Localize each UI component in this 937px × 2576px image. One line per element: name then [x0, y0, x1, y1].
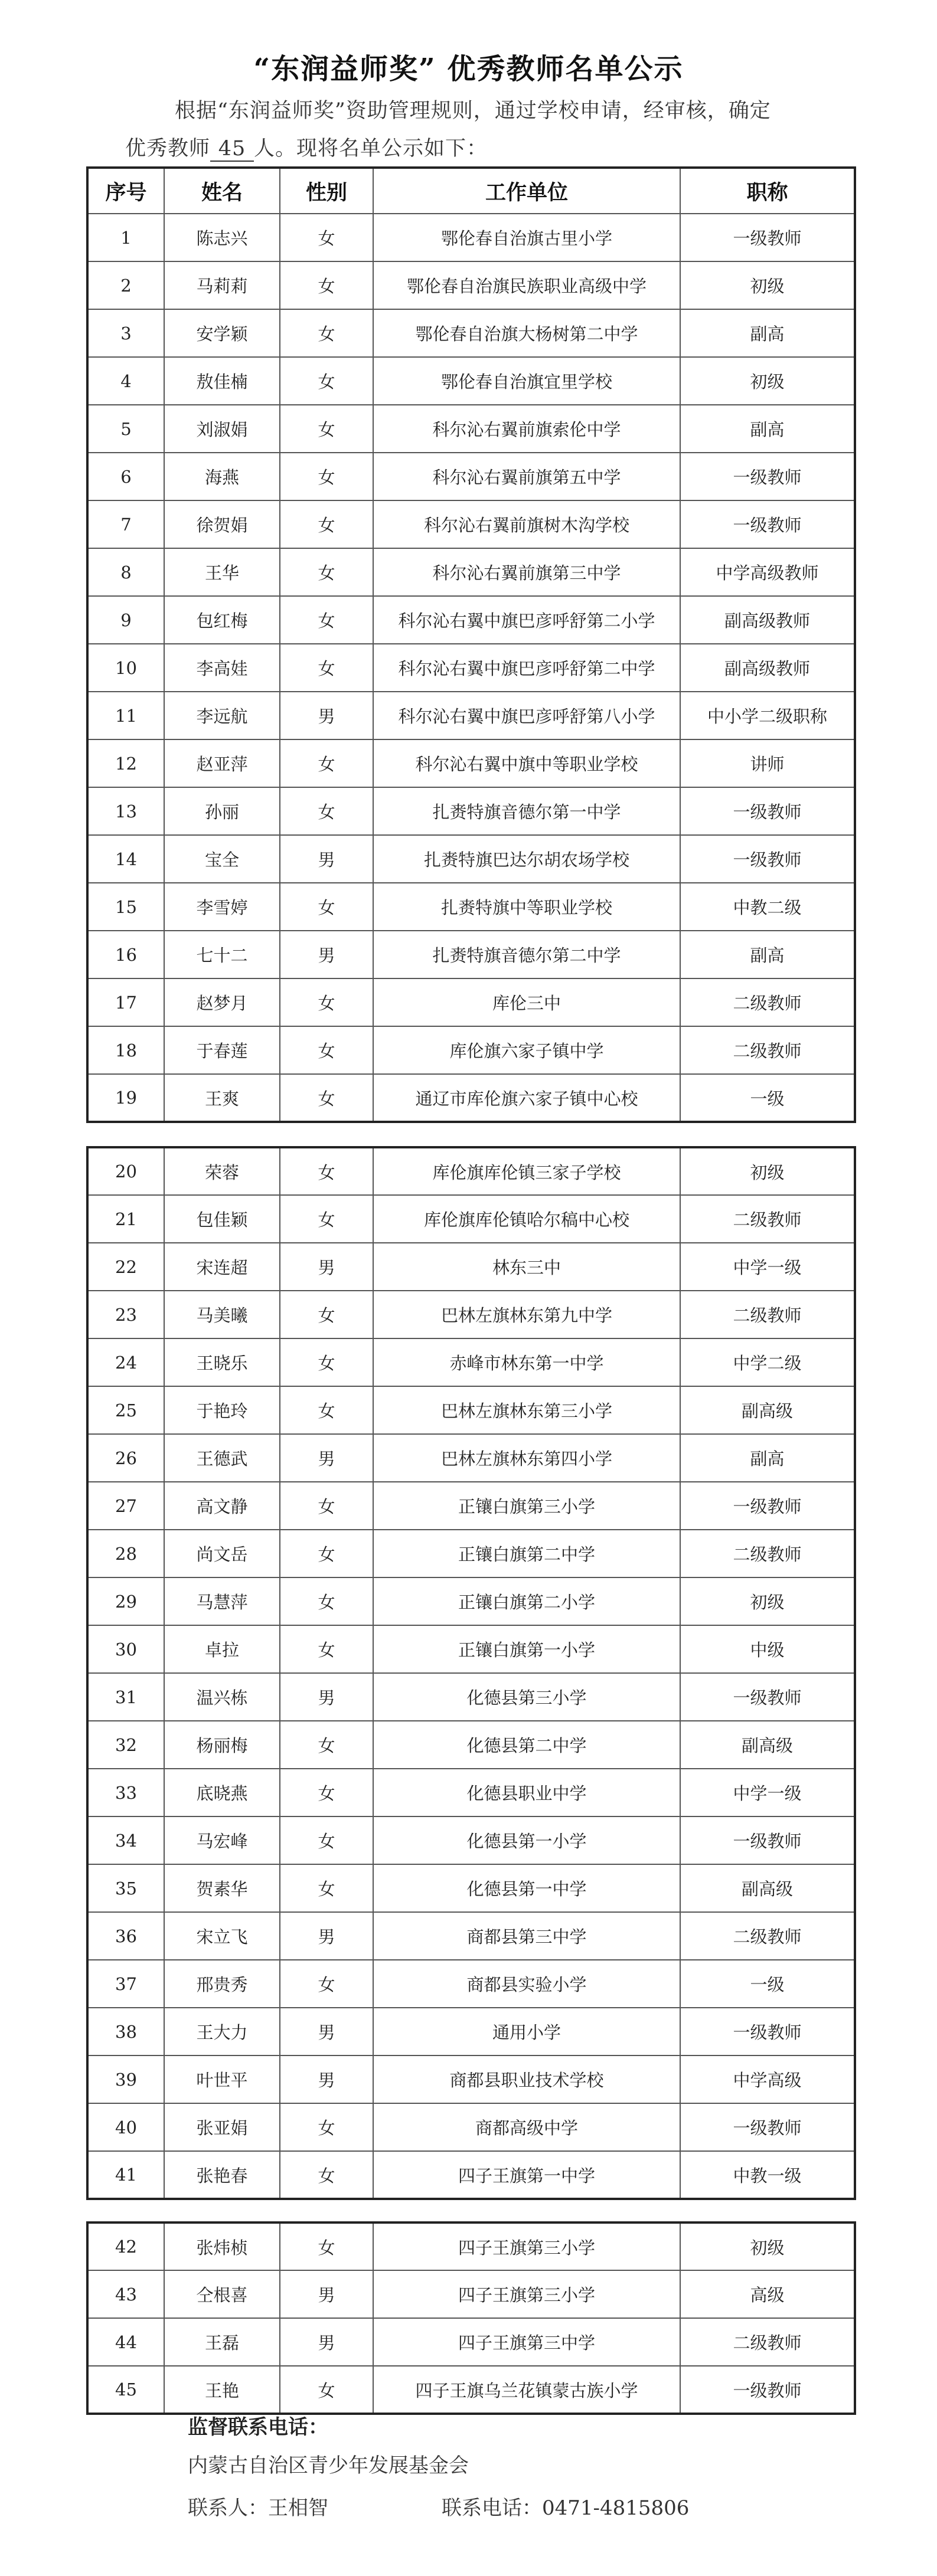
cell-seq: 24 [87, 1338, 164, 1386]
intro-line-2 [125, 132, 488, 162]
cell-workplace: 库伦旗库伦镇三家子学校 [373, 1147, 680, 1195]
cell-workplace: 商都县实验小学 [373, 1960, 680, 2008]
cell-gender: 女 [280, 405, 373, 453]
table-row [87, 1338, 855, 1386]
cell-name: 张亚娟 [164, 2103, 280, 2151]
cell-seq: 29 [87, 1577, 164, 1625]
cell-gender: 女 [280, 2103, 373, 2151]
cell-seq: 26 [87, 1434, 164, 1482]
cell-name: 李雪婷 [164, 883, 280, 931]
cell-seq: 2 [87, 261, 164, 309]
teacher-table-2 [86, 1146, 856, 2200]
cell-workplace: 鄂伦春自治旗民族职业高级中学 [373, 261, 680, 309]
table-row [87, 1912, 855, 1960]
cell-title: 初级 [680, 2223, 855, 2270]
cell-workplace: 库伦旗六家子镇中学 [373, 1026, 680, 1074]
cell-workplace: 商都县职业技术学校 [373, 2055, 680, 2103]
cell-title: 一级教师 [680, 835, 855, 883]
cell-seq: 23 [87, 1291, 164, 1338]
table-row [87, 644, 855, 692]
table-row [87, 1625, 855, 1673]
cell-title: 中学高级 [680, 2055, 855, 2103]
cell-seq: 39 [87, 2055, 164, 2103]
cell-seq: 20 [87, 1147, 164, 1195]
teacher-table-1 [86, 166, 856, 1123]
cell-gender: 男 [280, 692, 373, 739]
cell-seq: 41 [87, 2151, 164, 2199]
cell-title: 初级 [680, 261, 855, 309]
cell-seq: 35 [87, 1864, 164, 1912]
cell-title: 一级教师 [680, 500, 855, 548]
table-row [87, 2055, 855, 2103]
table-row [87, 692, 855, 739]
cell-workplace: 库伦旗库伦镇哈尔稿中心校 [373, 1195, 680, 1243]
table-row [87, 1291, 855, 1338]
cell-name: 王华 [164, 548, 280, 596]
cell-title: 副高级 [680, 1864, 855, 1912]
table-row [87, 1434, 855, 1482]
table-row [87, 739, 855, 787]
table-row [87, 2151, 855, 2199]
cell-name: 包红梅 [164, 596, 280, 644]
table-row [87, 1960, 855, 2008]
cell-seq: 5 [87, 405, 164, 453]
cell-gender: 女 [280, 1074, 373, 1122]
column-header-name: 姓名 [164, 168, 280, 214]
cell-workplace: 通用小学 [373, 2008, 680, 2055]
table-row [87, 835, 855, 883]
cell-gender: 女 [280, 2223, 373, 2270]
cell-workplace: 林东三中 [373, 1243, 680, 1291]
cell-seq: 22 [87, 1243, 164, 1291]
cell-name: 王德武 [164, 1434, 280, 1482]
table-row [87, 357, 855, 405]
cell-seq: 13 [87, 787, 164, 835]
cell-title: 二级教师 [680, 1912, 855, 1960]
cell-workplace: 库伦三中 [373, 978, 680, 1026]
cell-workplace: 四子王旗第三小学 [373, 2270, 680, 2318]
cell-title: 中学高级教师 [680, 548, 855, 596]
cell-gender: 女 [280, 1530, 373, 1577]
cell-workplace: 巴林左旗林东第九中学 [373, 1291, 680, 1338]
cell-title: 一级教师 [680, 2008, 855, 2055]
cell-title: 一级教师 [680, 453, 855, 500]
table-row [87, 1816, 855, 1864]
cell-title: 二级教师 [680, 1195, 855, 1243]
cell-gender: 男 [280, 835, 373, 883]
cell-seq: 18 [87, 1026, 164, 1074]
table-row [87, 500, 855, 548]
cell-name: 贺素华 [164, 1864, 280, 1912]
cell-seq: 34 [87, 1816, 164, 1864]
cell-workplace: 正镶白旗第二中学 [373, 1530, 680, 1577]
cell-workplace: 巴林左旗林东第三小学 [373, 1386, 680, 1434]
column-header-title: 职称 [680, 168, 855, 214]
cell-seq: 37 [87, 1960, 164, 2008]
cell-workplace: 通辽市库伦旗六家子镇中心校 [373, 1074, 680, 1122]
cell-name: 张炜桢 [164, 2223, 280, 2270]
intro-line-1: 根据“东润益师奖”资助管理规则，通过学校申请，经审核，确定 [175, 99, 771, 123]
cell-workplace: 四子王旗第三小学 [373, 2223, 680, 2270]
cell-gender: 女 [280, 2366, 373, 2414]
cell-gender: 女 [280, 787, 373, 835]
cell-seq: 31 [87, 1673, 164, 1721]
cell-workplace: 正镶白旗第二小学 [373, 1577, 680, 1625]
cell-gender: 女 [280, 978, 373, 1026]
cell-name: 邢贵秀 [164, 1960, 280, 2008]
cell-title: 讲师 [680, 739, 855, 787]
table-row [87, 1243, 855, 1291]
cell-workplace: 科尔沁右翼中旗中等职业学校 [373, 739, 680, 787]
cell-name: 马美曦 [164, 1291, 280, 1338]
cell-gender: 女 [280, 1816, 373, 1864]
cell-title: 一级教师 [680, 1673, 855, 1721]
cell-name: 尚文岳 [164, 1530, 280, 1577]
cell-seq: 44 [87, 2318, 164, 2366]
cell-gender: 女 [280, 2151, 373, 2199]
cell-gender: 女 [280, 309, 373, 357]
cell-workplace: 扎赉特旗巴达尔胡农场学校 [373, 835, 680, 883]
table-row [87, 1195, 855, 1243]
cell-workplace: 四子王旗第三中学 [373, 2318, 680, 2366]
cell-seq: 14 [87, 835, 164, 883]
cell-title: 副高级教师 [680, 596, 855, 644]
cell-name: 王爽 [164, 1074, 280, 1122]
cell-title: 副高级 [680, 1721, 855, 1769]
table-row [87, 261, 855, 309]
cell-gender: 女 [280, 644, 373, 692]
cell-seq: 28 [87, 1530, 164, 1577]
cell-title: 高级 [680, 2270, 855, 2318]
cell-gender: 男 [280, 931, 373, 978]
cell-name: 李远航 [164, 692, 280, 739]
cell-name: 卓拉 [164, 1625, 280, 1673]
cell-workplace: 鄂伦春自治旗古里小学 [373, 214, 680, 261]
cell-name: 海燕 [164, 453, 280, 500]
cell-name: 王艳 [164, 2366, 280, 2414]
teacher-count: 45 [210, 137, 254, 162]
cell-title: 副高级 [680, 1386, 855, 1434]
table-row [87, 596, 855, 644]
cell-gender: 女 [280, 548, 373, 596]
cell-title: 一级教师 [680, 2366, 855, 2414]
cell-workplace: 正镶白旗第三小学 [373, 1482, 680, 1530]
cell-seq: 8 [87, 548, 164, 596]
cell-workplace: 巴林左旗林东第四小学 [373, 1434, 680, 1482]
cell-title: 一级 [680, 1074, 855, 1122]
cell-seq: 15 [87, 883, 164, 931]
cell-gender: 男 [280, 2318, 373, 2366]
teacher-table-3 [86, 2221, 856, 2415]
cell-name: 王晓乐 [164, 1338, 280, 1386]
cell-title: 一级教师 [680, 1816, 855, 1864]
cell-seq: 3 [87, 309, 164, 357]
cell-title: 二级教师 [680, 978, 855, 1026]
cell-workplace: 商都高级中学 [373, 2103, 680, 2151]
cell-title: 一级教师 [680, 787, 855, 835]
cell-seq: 19 [87, 1074, 164, 1122]
cell-name: 底晓燕 [164, 1769, 280, 1816]
cell-workplace: 科尔沁右翼中旗巴彦呼舒第八小学 [373, 692, 680, 739]
cell-name: 包佳颖 [164, 1195, 280, 1243]
cell-gender: 女 [280, 1338, 373, 1386]
cell-title: 副高 [680, 309, 855, 357]
table-row [87, 787, 855, 835]
table-row [87, 1482, 855, 1530]
cell-name: 刘淑娟 [164, 405, 280, 453]
cell-name: 宝全 [164, 835, 280, 883]
column-header-workplace: 工作单位 [373, 168, 680, 214]
cell-gender: 女 [280, 1721, 373, 1769]
cell-name: 徐贺娟 [164, 500, 280, 548]
cell-title: 副高 [680, 931, 855, 978]
cell-seq: 30 [87, 1625, 164, 1673]
cell-gender: 女 [280, 1291, 373, 1338]
cell-title: 中学二级 [680, 1338, 855, 1386]
cell-gender: 女 [280, 261, 373, 309]
cell-name: 王大力 [164, 2008, 280, 2055]
cell-workplace: 四子王旗乌兰花镇蒙古族小学 [373, 2366, 680, 2414]
cell-name: 杨丽梅 [164, 1721, 280, 1769]
table-row [87, 883, 855, 931]
cell-name: 马慧萍 [164, 1577, 280, 1625]
cell-gender: 男 [280, 1673, 373, 1721]
cell-title: 中教二级 [680, 883, 855, 931]
table-row [87, 2103, 855, 2151]
intro-prefix: 优秀教师 [125, 137, 211, 161]
cell-workplace: 科尔沁右翼前旗索伦中学 [373, 405, 680, 453]
cell-title: 二级教师 [680, 2318, 855, 2366]
table-row [87, 1026, 855, 1074]
cell-name: 张艳春 [164, 2151, 280, 2199]
cell-seq: 33 [87, 1769, 164, 1816]
cell-seq: 9 [87, 596, 164, 644]
cell-seq: 36 [87, 1912, 164, 1960]
cell-workplace: 扎赉特旗音德尔第一中学 [373, 787, 680, 835]
cell-gender: 女 [280, 1960, 373, 2008]
cell-seq: 43 [87, 2270, 164, 2318]
page-title: “东润益师奖” 优秀教师名单公示 [253, 53, 684, 86]
table-row [87, 1147, 855, 1195]
cell-title: 一级教师 [680, 2103, 855, 2151]
cell-title: 初级 [680, 1577, 855, 1625]
cell-seq: 21 [87, 1195, 164, 1243]
cell-seq: 42 [87, 2223, 164, 2270]
cell-workplace: 商都县第三中学 [373, 1912, 680, 1960]
cell-name: 高文静 [164, 1482, 280, 1530]
cell-workplace: 扎赉特旗中等职业学校 [373, 883, 680, 931]
cell-workplace: 赤峰市林东第一中学 [373, 1338, 680, 1386]
table-row [87, 405, 855, 453]
cell-gender: 女 [280, 1769, 373, 1816]
table-row [87, 2318, 855, 2366]
cell-workplace: 四子王旗第一中学 [373, 2151, 680, 2199]
table-row [87, 1577, 855, 1625]
cell-seq: 32 [87, 1721, 164, 1769]
table-row [87, 2270, 855, 2318]
cell-title: 二级教师 [680, 1530, 855, 1577]
cell-name: 陈志兴 [164, 214, 280, 261]
cell-seq: 40 [87, 2103, 164, 2151]
cell-title: 初级 [680, 1147, 855, 1195]
cell-name: 王磊 [164, 2318, 280, 2366]
cell-workplace: 化德县职业中学 [373, 1769, 680, 1816]
cell-title: 副高 [680, 1434, 855, 1482]
table-row [87, 1769, 855, 1816]
cell-name: 李高娃 [164, 644, 280, 692]
cell-seq: 6 [87, 453, 164, 500]
cell-name: 马莉莉 [164, 261, 280, 309]
cell-title: 中级 [680, 1625, 855, 1673]
cell-gender: 女 [280, 1386, 373, 1434]
cell-gender: 女 [280, 739, 373, 787]
cell-name: 温兴栋 [164, 1673, 280, 1721]
cell-gender: 女 [280, 1864, 373, 1912]
cell-gender: 女 [280, 883, 373, 931]
cell-title: 初级 [680, 357, 855, 405]
table-row [87, 548, 855, 596]
cell-name: 荣蓉 [164, 1147, 280, 1195]
cell-name: 敖佳楠 [164, 357, 280, 405]
cell-gender: 男 [280, 2055, 373, 2103]
table-row [87, 309, 855, 357]
cell-title: 一级教师 [680, 1482, 855, 1530]
cell-workplace: 化德县第三小学 [373, 1673, 680, 1721]
table-row [87, 214, 855, 261]
cell-gender: 女 [280, 500, 373, 548]
cell-name: 马宏峰 [164, 1816, 280, 1864]
table-row [87, 2008, 855, 2055]
cell-seq: 17 [87, 978, 164, 1026]
cell-workplace: 科尔沁右翼中旗巴彦呼舒第二中学 [373, 644, 680, 692]
cell-title: 中小学二级职称 [680, 692, 855, 739]
cell-gender: 女 [280, 214, 373, 261]
cell-gender: 女 [280, 1195, 373, 1243]
cell-seq: 27 [87, 1482, 164, 1530]
cell-gender: 女 [280, 357, 373, 405]
table-row [87, 2223, 855, 2270]
cell-gender: 男 [280, 1912, 373, 1960]
cell-seq: 16 [87, 931, 164, 978]
cell-gender: 男 [280, 1434, 373, 1482]
cell-seq: 4 [87, 357, 164, 405]
cell-name: 于艳玲 [164, 1386, 280, 1434]
cell-name: 七十二 [164, 931, 280, 978]
cell-title: 副高级教师 [680, 644, 855, 692]
cell-title: 中教一级 [680, 2151, 855, 2199]
cell-seq: 12 [87, 739, 164, 787]
cell-gender: 女 [280, 1482, 373, 1530]
cell-name: 于春莲 [164, 1026, 280, 1074]
table-row [87, 1721, 855, 1769]
cell-name: 叶世平 [164, 2055, 280, 2103]
cell-name: 宋连超 [164, 1243, 280, 1291]
cell-title: 一级教师 [680, 214, 855, 261]
cell-gender: 男 [280, 1243, 373, 1291]
table-row [87, 2366, 855, 2414]
table-row [87, 453, 855, 500]
cell-gender: 男 [280, 2270, 373, 2318]
cell-workplace: 科尔沁右翼前旗第三中学 [373, 548, 680, 596]
table-row [87, 1864, 855, 1912]
cell-gender: 女 [280, 596, 373, 644]
cell-gender: 女 [280, 1625, 373, 1673]
cell-workplace: 科尔沁右翼前旗第五中学 [373, 453, 680, 500]
column-header-seq: 序号 [87, 168, 164, 214]
cell-seq: 38 [87, 2008, 164, 2055]
cell-title: 二级教师 [680, 1026, 855, 1074]
table-row [87, 1074, 855, 1122]
cell-title: 一级 [680, 1960, 855, 2008]
cell-workplace: 化德县第一中学 [373, 1864, 680, 1912]
cell-name: 赵梦月 [164, 978, 280, 1026]
cell-seq: 7 [87, 500, 164, 548]
cell-title: 中学一级 [680, 1769, 855, 1816]
contact-phone: 联系电话：0471-4815806 [442, 2496, 690, 2520]
cell-gender: 女 [280, 1577, 373, 1625]
table-row [87, 1530, 855, 1577]
cell-seq: 45 [87, 2366, 164, 2414]
table-row [87, 978, 855, 1026]
cell-seq: 10 [87, 644, 164, 692]
cell-seq: 11 [87, 692, 164, 739]
table-row [87, 1673, 855, 1721]
intro-suffix: 人。现将名单公示如下： [254, 137, 488, 161]
cell-workplace: 扎赉特旗音德尔第二中学 [373, 931, 680, 978]
cell-name: 仝根喜 [164, 2270, 280, 2318]
cell-name: 宋立飞 [164, 1912, 280, 1960]
table-header-row [87, 168, 855, 214]
cell-seq: 25 [87, 1386, 164, 1434]
cell-workplace: 科尔沁右翼前旗树木沟学校 [373, 500, 680, 548]
table-row [87, 931, 855, 978]
organization-name: 内蒙古自治区青少年发展基金会 [188, 2454, 469, 2477]
table-row [87, 1386, 855, 1434]
cell-workplace: 科尔沁右翼中旗巴彦呼舒第二小学 [373, 596, 680, 644]
cell-gender: 女 [280, 1147, 373, 1195]
cell-workplace: 化德县第二中学 [373, 1721, 680, 1769]
supervision-label: 监督联系电话： [188, 2415, 328, 2439]
cell-name: 安学颖 [164, 309, 280, 357]
cell-name: 赵亚萍 [164, 739, 280, 787]
cell-title: 二级教师 [680, 1291, 855, 1338]
column-header-gender: 性别 [280, 168, 373, 214]
cell-gender: 女 [280, 453, 373, 500]
cell-workplace: 正镶白旗第一小学 [373, 1625, 680, 1673]
cell-gender: 男 [280, 2008, 373, 2055]
cell-name: 孙丽 [164, 787, 280, 835]
cell-workplace: 鄂伦春自治旗大杨树第二中学 [373, 309, 680, 357]
cell-seq: 1 [87, 214, 164, 261]
cell-workplace: 化德县第一小学 [373, 1816, 680, 1864]
contact-person: 联系人：王相智 [188, 2496, 328, 2520]
cell-workplace: 鄂伦春自治旗宜里学校 [373, 357, 680, 405]
cell-title: 中学一级 [680, 1243, 855, 1291]
cell-title: 副高 [680, 405, 855, 453]
cell-gender: 女 [280, 1026, 373, 1074]
